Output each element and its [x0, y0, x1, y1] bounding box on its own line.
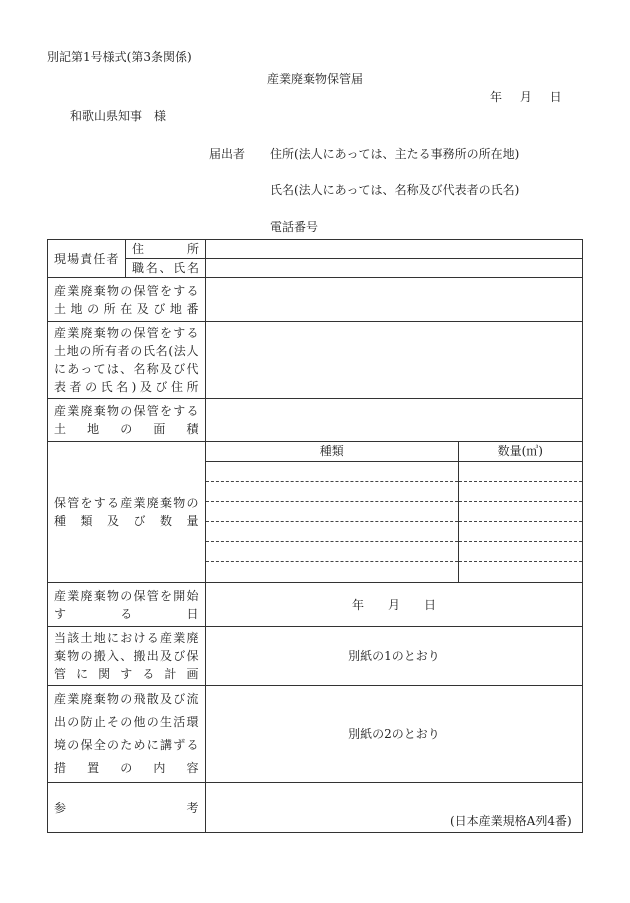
notification-form-table	[47, 239, 583, 833]
applicant-phone-field[interactable]: 電話番号	[270, 220, 319, 234]
applicant-name-field[interactable]: 氏名(法人にあっては、名称及び代表者の氏名)	[270, 183, 520, 197]
kind-cell[interactable]	[206, 522, 458, 542]
land-area-label: 産業廃棄物の保管をする土地の面積	[48, 399, 206, 442]
measures-label: 産業廃棄物の飛散及び流出の防止その他の生活環境の保全のために講ずる措置の内容	[48, 686, 206, 783]
kind-cell[interactable]	[206, 542, 458, 562]
storage-location-input[interactable]	[206, 278, 583, 322]
quantity-cell[interactable]	[458, 522, 582, 542]
land-owner-label: 産業廃棄物の保管をする土地の所有者の氏名(法人にあっては、名称及び代表者の氏名)及び住所	[48, 322, 206, 399]
paper-size-note: (日本産業規格A列4番)	[450, 814, 572, 828]
quantity-cell[interactable]	[458, 542, 582, 562]
kind-cell[interactable]	[206, 462, 458, 482]
waste-kind-quantity-grid	[206, 442, 582, 582]
quantity-cell[interactable]	[458, 562, 582, 583]
kind-cell[interactable]	[206, 562, 458, 583]
form-id: 別記第1号様式(第3条関係)	[47, 50, 192, 64]
quantity-cell[interactable]	[458, 502, 582, 522]
quantity-cell[interactable]	[458, 482, 582, 502]
site-manager-label: 現場責任者	[48, 240, 126, 278]
storage-location-label: 産業廃棄物の保管をする土地の所在及び地番	[48, 278, 206, 322]
measures-value: 別紙の2のとおり	[206, 686, 583, 783]
plan-label: 当該土地における産業廃棄物の搬入、搬出及び保管に関する計画	[48, 627, 206, 686]
kind-header: 種類	[206, 442, 458, 462]
remarks-label: 参 考	[48, 783, 206, 833]
site-manager-name-label: 職名、氏名	[126, 259, 206, 278]
applicant-address-field[interactable]: 住所(法人にあっては、主たる事務所の所在地)	[270, 147, 520, 161]
site-manager-name-input[interactable]	[206, 259, 583, 278]
land-owner-input[interactable]	[206, 322, 583, 399]
site-manager-address-input[interactable]	[206, 240, 583, 259]
kind-cell[interactable]	[206, 482, 458, 502]
submission-date[interactable]: 年 月 日	[490, 90, 562, 104]
waste-kind-quantity-label: 保管をする産業廃棄物の種類及び数量	[48, 442, 206, 583]
quantity-header: 数量(㎥)	[458, 442, 582, 462]
quantity-cell[interactable]	[458, 462, 582, 482]
addressee: 和歌山県知事 様	[70, 109, 167, 123]
page-title: 産業廃棄物保管届	[266, 72, 363, 86]
plan-value: 別紙の1のとおり	[206, 627, 583, 686]
site-manager-address-label: 住 所	[126, 240, 206, 259]
kind-cell[interactable]	[206, 502, 458, 522]
start-date-field[interactable]: 年 月 日	[206, 583, 583, 627]
start-date-label: 産業廃棄物の保管を開始する日	[48, 583, 206, 627]
land-area-input[interactable]	[206, 399, 583, 442]
applicant-label: 届出者	[209, 147, 246, 161]
